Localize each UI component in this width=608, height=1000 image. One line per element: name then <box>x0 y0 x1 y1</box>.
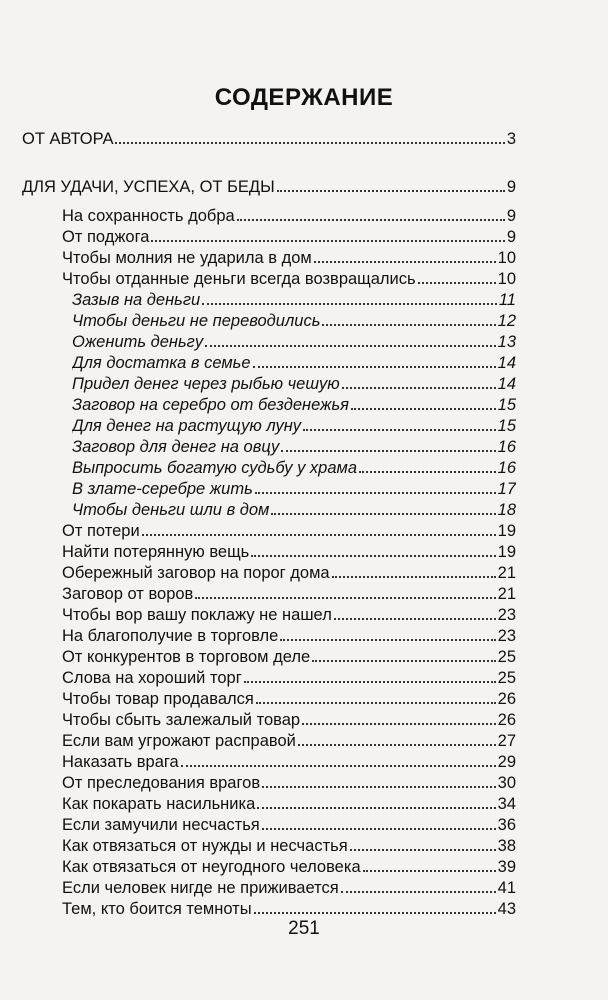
dot-leader <box>115 128 504 144</box>
toc-entry-page: 27 <box>497 732 516 750</box>
dot-leader <box>202 289 497 305</box>
toc-entry-title: Если замучили несчастья <box>62 816 260 834</box>
dot-leader <box>298 730 496 746</box>
toc-entry-page: 9 <box>506 228 516 246</box>
toc-entry-title: Оженить деньгу <box>72 333 204 351</box>
toc-entry-title: От преследования врагов <box>62 774 261 792</box>
dot-leader <box>262 814 496 830</box>
dot-leader <box>359 457 496 473</box>
toc-entry <box>62 268 516 289</box>
toc-entry <box>72 499 516 520</box>
toc-entry <box>72 331 516 352</box>
toc-entry-title: Слова на хороший торг <box>62 669 242 687</box>
toc-entry <box>72 478 516 499</box>
toc-entry <box>62 709 516 730</box>
toc-entry-title: Как покарать насильника <box>62 795 256 813</box>
dot-leader <box>237 205 505 221</box>
toc-entry <box>22 128 516 149</box>
toc-entry-page: 39 <box>497 858 516 876</box>
toc-entry <box>62 856 516 877</box>
toc-entry-title: Зазыв на деньги <box>72 291 201 309</box>
dot-leader <box>142 520 496 536</box>
toc-entry-page: 25 <box>497 669 516 687</box>
toc-entry-title: Чтобы отданные деньги всегда возвращались <box>62 270 416 288</box>
toc-entry-page: 38 <box>497 837 516 855</box>
toc-entry-page: 10 <box>497 249 516 267</box>
toc-entry-page: 21 <box>497 564 516 582</box>
dot-leader <box>205 331 496 347</box>
toc-entry <box>62 688 516 709</box>
toc-entry-page: 21 <box>497 585 516 603</box>
toc-entry-page: 16 <box>497 459 516 477</box>
toc-entry-page: 23 <box>497 606 516 624</box>
toc-entry <box>62 562 516 583</box>
toc-entry-page: 26 <box>497 690 516 708</box>
toc-entry-page: 3 <box>506 130 516 148</box>
toc-entry <box>62 667 516 688</box>
toc-entry <box>72 457 516 478</box>
toc-entry-page: 11 <box>498 291 516 309</box>
toc-entry-title: Заговор на серебро от безденежья <box>72 396 349 414</box>
toc-entry-title: Чтобы деньги не переводились <box>72 312 321 330</box>
toc-entry <box>72 373 516 394</box>
toc-entry-page: 9 <box>506 207 516 225</box>
dot-leader <box>342 373 496 389</box>
toc-entry-page: 34 <box>497 795 516 813</box>
dot-leader <box>363 856 496 872</box>
toc-entry-page: 19 <box>497 543 516 561</box>
toc-entry-title: Найти потерянную вещь <box>62 543 250 561</box>
toc-entry <box>72 436 516 457</box>
toc-entry <box>62 730 516 751</box>
toc-entry-page: 12 <box>497 312 516 330</box>
toc-entry <box>72 289 516 310</box>
toc-entry-title: На сохранность добра <box>62 207 235 225</box>
toc-entry <box>72 415 516 436</box>
toc-entry <box>62 877 516 898</box>
dot-leader <box>280 625 495 641</box>
toc-entry <box>62 541 516 562</box>
toc-entry-title: Если вам угрожают расправой <box>62 732 296 750</box>
toc-entry-page: 43 <box>497 900 516 918</box>
dot-leader <box>262 772 496 788</box>
toc-entry-page: 23 <box>497 627 516 645</box>
dot-leader <box>281 436 495 452</box>
toc-entry-page: 36 <box>497 816 516 834</box>
toc-entry-title: Чтобы деньги шли в дом <box>72 501 270 519</box>
dot-leader <box>151 226 504 242</box>
toc-entry-title: Заговор от воров <box>62 585 194 603</box>
toc-entry-page: 19 <box>497 522 516 540</box>
toc-entry-title: Наказать врага <box>62 753 179 771</box>
toc-entry-title: Обережный заговор на порог дома <box>62 564 330 582</box>
toc-entry <box>72 352 516 373</box>
toc-entry <box>62 583 516 604</box>
toc-entry <box>62 898 516 919</box>
dot-leader <box>277 176 505 192</box>
toc-entry-title: От потери <box>62 522 140 540</box>
dot-leader <box>341 877 496 893</box>
dot-leader <box>312 646 495 662</box>
toc-entry-page: 29 <box>497 753 516 771</box>
dot-leader <box>181 751 496 767</box>
toc-entry-page: 41 <box>497 879 516 897</box>
toc-entry-page: 26 <box>497 711 516 729</box>
toc-entry-title: Для денег на растущую луну <box>72 417 302 435</box>
toc-entry <box>62 226 516 247</box>
dot-leader <box>251 541 495 557</box>
toc-entry <box>62 520 516 541</box>
toc-entry-title: На благополучие в торговле <box>62 627 279 645</box>
dot-leader <box>302 709 496 725</box>
dot-leader <box>195 583 495 599</box>
toc-entry-page: 10 <box>497 270 516 288</box>
toc-entry <box>62 205 516 226</box>
toc-entry-title: Заговор для денег на овцу <box>72 438 280 456</box>
toc-entry <box>62 604 516 625</box>
toc-entry-title: От конкурентов в торговом деле <box>62 648 311 666</box>
dot-leader <box>351 394 496 410</box>
toc-entry <box>62 751 516 772</box>
toc-entry-page: 30 <box>497 774 516 792</box>
dot-leader <box>271 499 495 515</box>
toc-entry-page: 17 <box>497 480 516 498</box>
dot-leader <box>254 898 496 914</box>
toc-entry-page: 18 <box>497 501 516 519</box>
dot-leader <box>314 247 496 263</box>
toc-entry <box>62 247 516 268</box>
dot-leader <box>303 415 496 431</box>
toc-entry <box>22 176 516 197</box>
toc-entry <box>62 625 516 646</box>
toc-entry-page: 25 <box>497 648 516 666</box>
dot-leader <box>332 562 496 578</box>
toc-entry <box>62 772 516 793</box>
toc-entry-page: 14 <box>497 354 516 372</box>
toc-entry-title: От поджога <box>62 228 150 246</box>
toc-entry-title: Чтобы сбыть залежалый товар <box>62 711 301 729</box>
toc-entry <box>72 394 516 415</box>
toc-entry <box>72 310 516 331</box>
toc-entry-title: Тем, кто боится темноты <box>62 900 252 918</box>
toc-entry <box>62 646 516 667</box>
toc-entry-title: В злате-серебре жить <box>72 480 253 498</box>
toc-entry-title: Если человек нигде не приживается <box>62 879 339 897</box>
toc-entry <box>62 814 516 835</box>
toc-entry <box>62 793 516 814</box>
toc-entry <box>62 835 516 856</box>
toc-entry-title: Выпросить богатую судьбу у храма <box>72 459 358 477</box>
dot-leader <box>256 688 496 704</box>
toc-entry-title: Как отвязаться от нужды и несчастья <box>62 837 348 855</box>
toc-entry-page: 14 <box>497 375 516 393</box>
dot-leader <box>322 310 495 326</box>
toc-entry-page: 15 <box>497 417 516 435</box>
dot-leader <box>334 604 496 620</box>
dot-leader <box>418 268 496 284</box>
dot-leader <box>253 352 496 368</box>
toc-entry-title: Придел денег через рыбью чешую <box>72 375 340 393</box>
toc-entry-page: 15 <box>497 396 516 414</box>
toc-entry-page: 13 <box>497 333 516 351</box>
dot-leader <box>255 478 496 494</box>
toc-entry-title: Как отвязаться от неугодного человека <box>62 858 361 876</box>
toc-entry-title: Чтобы товар продавался <box>62 690 254 708</box>
toc-entry-title: ДЛЯ УДАЧИ, УСПЕХА, ОТ БЕДЫ <box>22 178 275 196</box>
toc-entry-page: 16 <box>497 438 516 456</box>
dot-leader <box>244 667 496 683</box>
toc-entry-page: 9 <box>506 178 516 196</box>
toc-entry-title: Чтобы вор вашу поклажу не нашел <box>62 606 332 624</box>
dot-leader <box>350 835 496 851</box>
page-title: СОДЕРЖАНИЕ <box>214 84 394 111</box>
toc-entry-title: Для достатка в семье <box>72 354 251 372</box>
dot-leader <box>257 793 495 809</box>
toc-entry-title: Чтобы молния не ударила в дом <box>62 249 312 267</box>
page-number: 251 <box>288 918 320 939</box>
toc-entry-title: ОТ АВТОРА <box>22 130 114 148</box>
